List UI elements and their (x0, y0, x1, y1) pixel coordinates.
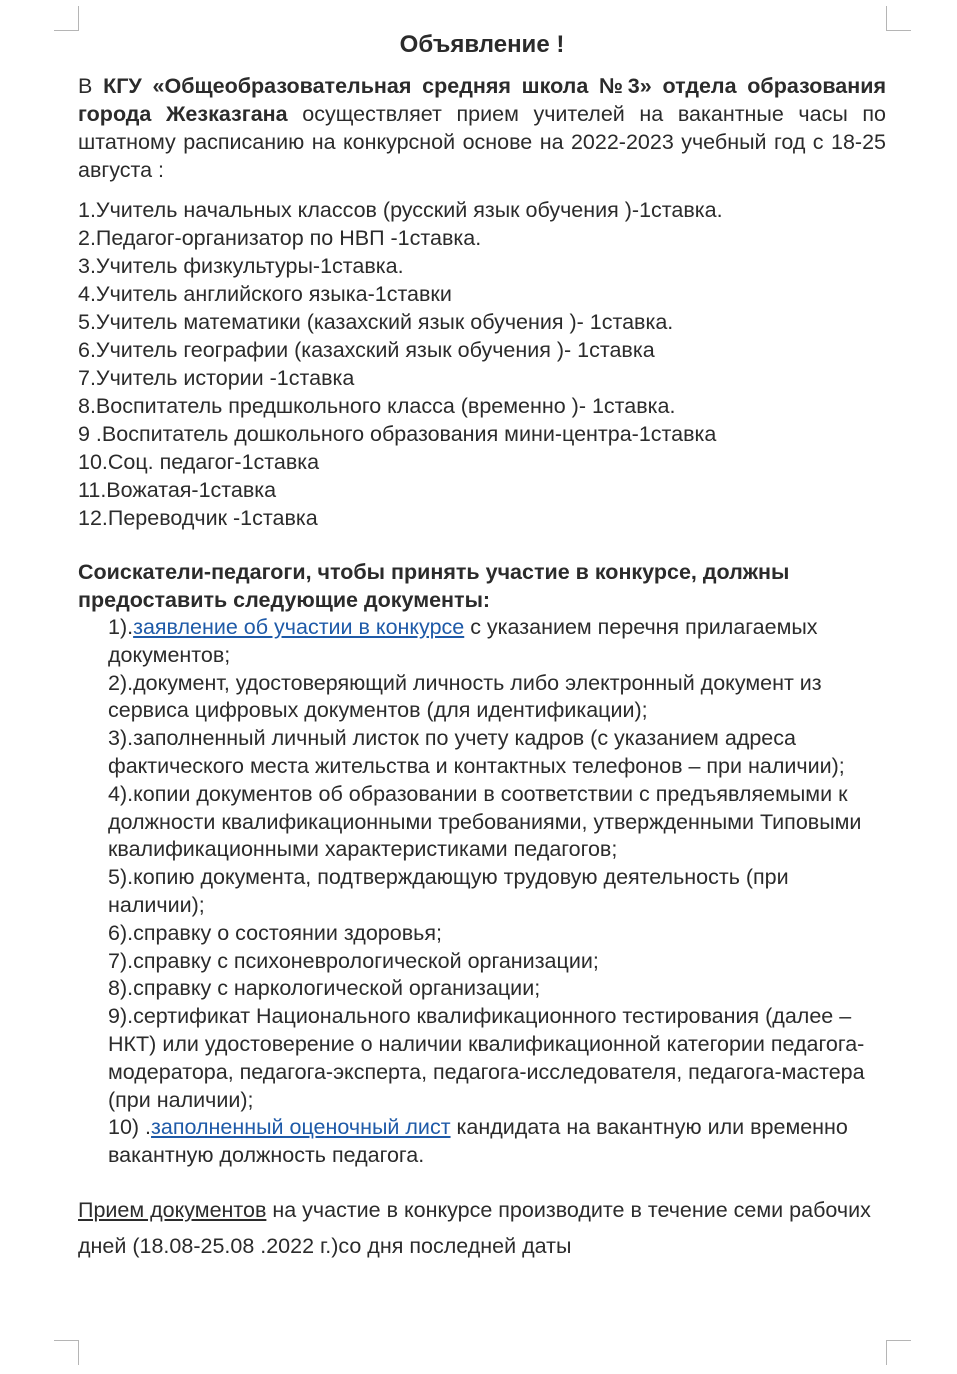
footer-text: на участие в конкурсе производите в течение семи рабочих дней (18.08-25.08 .2022 г.)со дня последней даты (78, 1197, 871, 1258)
document-item: 7).справку с психоневрологической организации; (108, 948, 599, 973)
vacancy-item: 11.Вожатая-1ставка (78, 478, 277, 502)
intro-paragraph (78, 72, 886, 184)
application-form-link[interactable]: заявление об участии в конкурсе (133, 615, 465, 639)
vacancy-item: 5.Учитель математики (казахский язык обучения )- 1ставка. (78, 310, 674, 334)
vacancy-item: 9 .Воспитатель дошкольного образования мини-центра-1ставка (78, 422, 717, 446)
vacancy-item: 8.Воспитатель предшкольного класса (временно )- 1ставка. (78, 394, 676, 418)
document-item: 8).справку с наркологической организации; (108, 976, 541, 1001)
crop-mark-bottom-right (886, 1340, 911, 1365)
document-item: 4).копии документов об образовании в соответствии с предъявляемыми к должности квалификационными требованиями, утвержденными Типовыми квалификационными характеристиками педагогов; (108, 781, 862, 862)
vacancy-item: 2.Педагог-организатор по НВП -1ставка. (78, 226, 482, 250)
document-item (108, 1114, 886, 1170)
footer-underlined-text: Прием документов (78, 1197, 267, 1222)
document-page (78, 28, 886, 1264)
documents-list (78, 614, 886, 1170)
document-item: 9).сертификат Национального квалификационного тестирования (далее – НКТ) или удостоверение о наличии квалификационной категории педагога-модератора, педагога-эксперта, педагога-исследователя, педагога-мастера (при наличии); (108, 1004, 865, 1112)
vacancy-item: 1.Учитель начальных классов (русский язык обучения )-1ставка. (78, 198, 723, 222)
vacancy-item: 10.Соц. педагог-1ставка (78, 450, 320, 474)
document-item-text: с указанием перечня прилагаемых документов; (108, 615, 818, 667)
document-item-text: кандидата на вакантную или временно вакантную должность педагога. (108, 1115, 848, 1168)
intro-text: осуществляет прием учителей на вакантные часы по штатному расписанию на конкурсной основе на 2022-2023 учебный год с 18-25 августа : (78, 102, 887, 182)
vacancy-item: 4.Учитель английского языка-1ставки (78, 282, 452, 306)
document-item: 2).документ, удостоверяющий личность либо электронный документ из сервиса цифровых документов (для идентификации); (108, 670, 822, 723)
vacancy-item: 12.Переводчик -1ставка (78, 506, 318, 530)
footer-paragraph (78, 1192, 886, 1264)
document-item (108, 614, 886, 670)
document-item-number: 10) . (108, 1115, 152, 1140)
evaluation-sheet-link[interactable]: заполненный оценочный лист (151, 1115, 451, 1140)
intro-prefix: В (78, 74, 93, 98)
page-title: Объявление ! (399, 31, 565, 58)
intro-organization: КГУ «Общеобразовательная средняя школа №3» отдела образования города Жезказгана (78, 74, 886, 126)
documents-heading: Соискатели-педагоги, чтобы принять участие в конкурсе, должны предоставить следующие документы: (78, 560, 790, 612)
document-item-number: 1). (108, 615, 134, 639)
document-item: 5).копию документа, подтверждающую трудовую деятельность (при наличии); (108, 865, 789, 917)
document-item: 3).заполненный личный листок по учету кадров (с указанием адреса фактического места жительства и контактных телефонов – при наличии); (108, 726, 845, 778)
vacancy-item: 7.Учитель истории -1ставка (78, 366, 355, 390)
vacancy-item: 3.Учитель физкультуры-1ставка. (78, 254, 404, 278)
crop-mark-top-left (54, 6, 79, 31)
crop-mark-top-right (886, 6, 911, 31)
document-item: 6).справку о состоянии здоровья; (108, 920, 442, 945)
crop-mark-bottom-left (54, 1340, 79, 1365)
vacancy-item: 6.Учитель географии (казахский язык обучения )- 1ставка (78, 338, 655, 362)
vacancy-list (78, 196, 886, 532)
